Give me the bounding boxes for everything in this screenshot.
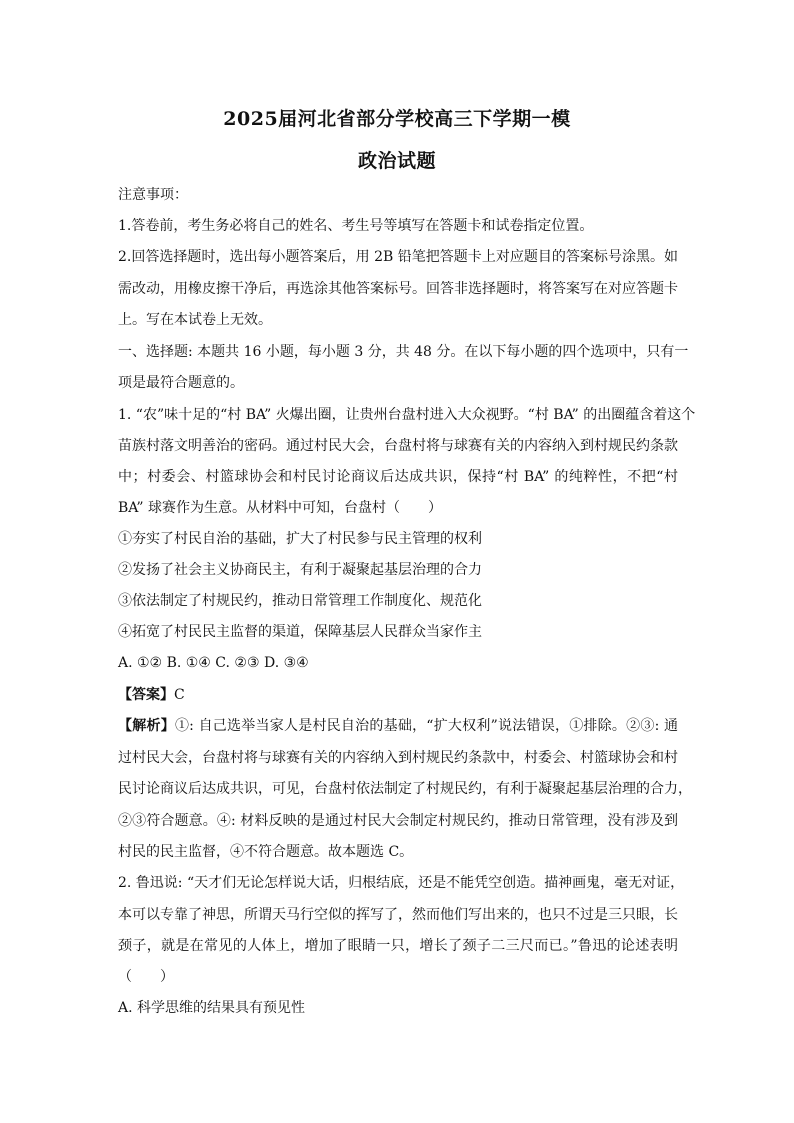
section-heading-line: 一、选择题: 本题共 16 小题，每小题 3 分，共 48 分。在以下每小题的四个选项中，只有一 [118, 344, 689, 360]
q1-stem-line: 1. “农”味十足的“村 BA” 火爆出圈，让贵州台盘村进入大众视野。“村 BA” 的出圈蕴含着这个 [118, 407, 696, 423]
exam-title: 2025届河北省部分学校高三下学期一模 [223, 108, 571, 130]
q1-analysis-line: 村民的民主监督，④不符合题意。故本题选 C。 [118, 844, 414, 860]
q1-choices: A. ①② B. ①④ C. ②③ D. ③④ [118, 655, 309, 671]
section-heading-line: 项是最符合题意的。 [118, 375, 244, 391]
q1-stem-line: 苗族村落文明善治的密码。通过村民大会，台盘村将与球赛有关的内容纳入到村规民约条款 [118, 438, 678, 454]
analysis-label: 【解析】 [118, 718, 175, 734]
q1-option: ④拓宽了村民民主监督的渠道，保障基层人民群众当家作主 [118, 624, 482, 640]
q2-option-a: A. 科学思维的结果具有预见性 [118, 1000, 306, 1016]
q1-option: ①夯实了村民自治的基础，扩大了村民参与民主管理的权利 [118, 531, 482, 547]
notice-item-1: 1.答卷前，考生务必将自己的姓名、考生号等填写在答题卡和试卷指定位置。 [118, 218, 594, 234]
q1-analysis-line: 过村民大会，台盘村将与球赛有关的内容纳入到村规民约条款中，村委会、村篮球协会和村 [118, 750, 678, 766]
notice-heading: 注意事项： [118, 187, 188, 203]
notice-item-2-line: 上。写在本试卷上无效。 [118, 312, 272, 328]
q1-stem-line: BA” 球赛作为生意。从材料中可知，台盘村（ ） [118, 500, 442, 516]
exam-subtitle: 政治试题 [357, 150, 436, 172]
q1-answer [118, 685, 678, 705]
answer-label: 【答案】 [118, 687, 174, 703]
q1-option: ②发扬了社会主义协商民主，有利于凝聚起基层治理的合力 [118, 562, 482, 578]
q1-analysis-line: 民讨论商议后达成共识，可见，台盘村依法制定了村规民约，有利于凝聚起基层治理的合力， [118, 781, 692, 797]
answer-value: C [174, 687, 185, 703]
notice-item-2-line: 2.回答选择题时，选出每小题答案后，用 2B 铅笔把答题卡上对应题目的答案标号涂黑。如 [118, 249, 678, 265]
q2-stem-line: 本可以专靠了神思，所谓天马行空似的挥写了，然而他们写出来的，也只不过是三只眼，长 [118, 907, 678, 923]
q1-analysis-line [118, 716, 678, 736]
q2-stem-line: 颈子，就是在常见的人体上，增加了眼睛一只，增长了颈子二三尺而已。”鲁迅的论述表明 [118, 938, 678, 954]
q1-analysis-line: ②③符合题意。④: 材料反映的是通过村民大会制定村规民约，推动日常管理，没有涉及到 [118, 813, 678, 829]
q2-stem-line: 2. 鲁迅说: “天才们无论怎样说大话，归根结底，还是不能凭空创造。描神画鬼，毫无对证， [118, 875, 685, 891]
q1-stem-line: 中；村委会、村篮球协会和村民讨论商议后达成共识，保持“村 BA” 的纯粹性，不把“村 [118, 469, 678, 485]
notice-item-2-line: 需改动，用橡皮擦干净后，再选涂其他答案标号。回答非选择题时，将答案写在对应答题卡 [118, 281, 678, 297]
q2-stem-line: （ ） [118, 969, 174, 985]
q1-option: ③依法制定了村规民约，推动日常管理工作制度化、规范化 [118, 593, 482, 609]
analysis-text: ①: 自己选举当家人是村民自治的基础，“扩大权利”说法错误，①排除。②③: 通 [174, 718, 678, 734]
